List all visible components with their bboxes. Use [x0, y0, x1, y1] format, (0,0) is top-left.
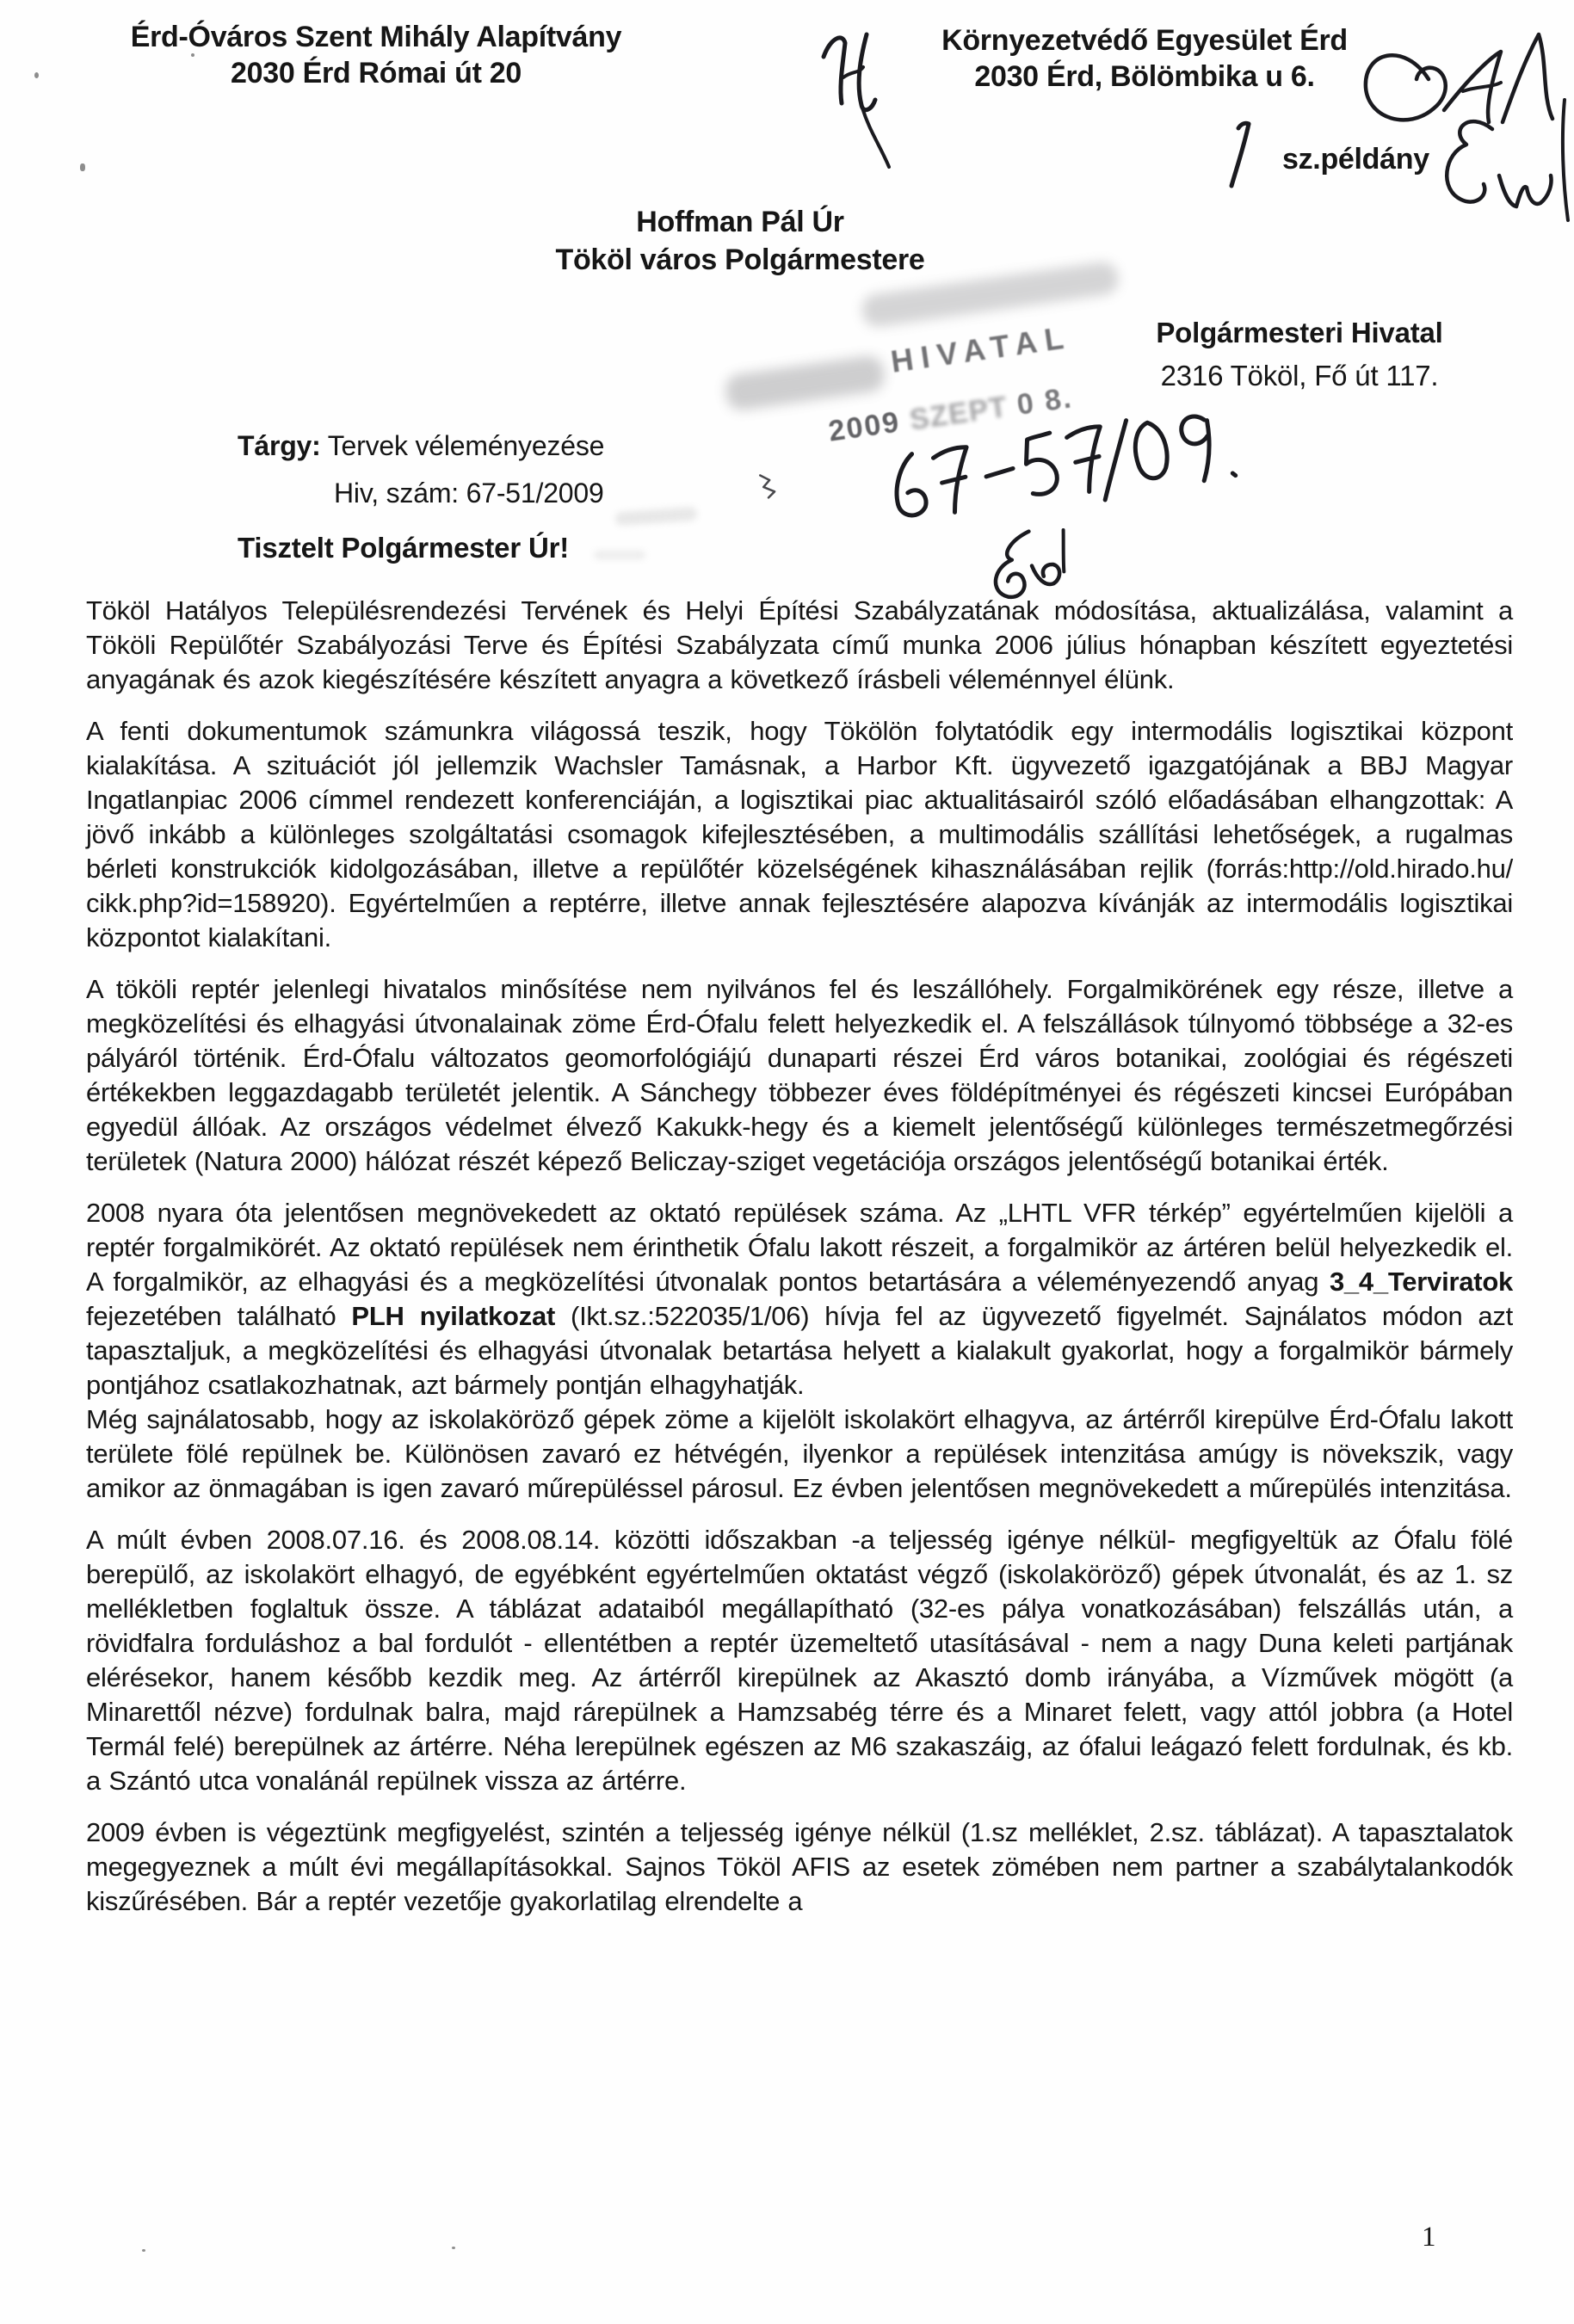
signature-handwriting-right: [1439, 93, 1574, 235]
paragraph-4-bold-chapter: 3_4_Terviratok: [1329, 1267, 1513, 1297]
recipient-title: Tököl város Polgármestere: [555, 243, 925, 276]
scan-speck: [142, 2249, 145, 2252]
sender-left-address: 2030 Érd Római út 20: [231, 57, 522, 89]
paragraph-3: A tököli reptér jelenlegi hivatalos minősítése nem nyilvános fel és leszállóhely. Forgalmikörének egy része, illetve a megközelítési és elhagyási útvonalainak zöme Érd-Ófalu felett helyezkedik el. A felszállások túlnyomó többsége a 32-es pályáról történik. Érd-Ófalu változatos geomorfológiájú dunaparti részei Érd város botanikai, zoológiai és régészeti értékekben leggazdagabb területét jelentik. A Sánchegy többezer éves földépítményei és régészeti kincsei Európában egyedül állóak. Az országos védelmet élvező Kakukk-hegy és a kiemelt jelentőségű különleges természetmegőrzési területek (Natura 2000) hálózat részét képező Beliczay-sziget vegetációja országos jelentőségű botanikai érték.: [86, 974, 1513, 1176]
stamp-scribble: [752, 465, 793, 505]
sender-right-name: Környezetvédő Egyesület Érd: [941, 24, 1348, 57]
scan-speck: [80, 163, 85, 171]
paragraph-1: Tököl Hatályos Településrendezési Tervének és Helyi Építési Szabályzatának módosítása, aktualizálása, valamint a Tököli Repülőtér Szabályozási Terve és Építési Szabályzata című munka 2006 július hónapban készített egyeztetési anyagának és azok kiegészítésére készített anyagra a következő írásbeli véleménnyel élünk.: [86, 595, 1513, 694]
stamp-smudge-left: [724, 354, 886, 411]
letter-body: [86, 594, 1513, 1936]
paragraph-2: A fenti dokumentumok számunkra világossá teszik, hogy Tökölön folytatódik egy intermodális logisztikai központ kialakítása. A szituációt jól jellemzik Wachsler Tamásnak, a Harbor Kft. ügyvezető igazgatójának a BBJ Magyar Ingatlanpiac 2006 címmel rendezett konferenciáján, a logisztikai piac aktualitásairól szóló előadásában elhangzottak: A jövő inkább a különleges szolgáltatási csomagok kifejlesztésében, a multimodális szállítási lehetőségek, a rugalmas bérleti konstrukciók kidolgozásában, illetve a repülőtér közelségének kihasználásában rejlik (forrás:http://old.hirado.hu/ cikk.php?id=158920). Egyértelműen a reptérre, illetve annak fejlesztésére alapozva kívánják az intermodális logisztikai központot kialakítani.: [86, 716, 1513, 952]
paragraph-4-text: (Ikt.sz.:522035/1/06) hívja fel az ügyvezető figyelmét. Sajnálatos módon azt tapasztaljuk, a megközelítési és elhagyási útvonalak betartása helyett a kialakult gyakorlat, hogy a forgalmikör bármely pontjához csatlakozhatnak, azt bármely pontján elhagyhatják.: [86, 1301, 1513, 1400]
stamp-office-text: HIVATAL: [888, 318, 1074, 379]
copy-number-handwriting: [1226, 119, 1261, 192]
sender-right-block: [929, 22, 1360, 95]
scan-speck: [452, 2247, 455, 2249]
scan-smudge: [594, 551, 645, 559]
paragraph-4-text: fejezetében található: [86, 1301, 352, 1331]
office-name: Polgármesteri Hivatal: [1156, 317, 1443, 348]
sender-right-address: 2030 Érd, Bölömbika u 6.: [974, 60, 1315, 93]
subject-value: Tervek véleményezése: [327, 430, 605, 461]
paragraph-7: 2009 évben is végeztünk megfigyelést, szintén a teljesség igénye nélkül (1.sz melléklet, 2.sz. táblázat). A tapasztalatok megegyeznek a múlt évi megállapításokkal. Sajnos Tököl AFIS az esetek zömében nem partner a szabálytalankodók kiszűrésében. Bár a reptér vezetője gyakorlatilag elrendelte a: [86, 1817, 1513, 1916]
paragraph-6: A múlt évben 2008.07.16. és 2008.08.14. közötti időszakban -a teljesség igénye nélkül- megfigyeltük az Ófalu fölé berepülő, az iskolakört elhagyó, de egyébként egyértelműen oktatást végző (iskolaköröző) gépek útvonalát, és az 1. sz mellékletben foglaltuk össze. A táblázat adataiból megállapítható (32-es pálya vonatkozásában) felszállás után, a rövidfalra forduláshoz a bal fordulót - ellentétben a reptér üzemeltető utasításával - nem a nagy Duna keleti partjának elérésekor, hanem később kezdik meg. Az ártérről kirepülnek az Akasztó domb irányába, a Vízművek mögött (a Minarettől nézve) fordulnak balra, majd rárepülnek a Hamzsabég térre és a Minaret felett, vagy attól jobbra (a Hotel Termál felé) berepülnek az ártérre. Néha lerepülnek egészen az M6 szakaszáig, az ófalui leágazó felett fordulnak, és kb. a Szántó utca vonalánál repülnek vissza az ártérre.: [86, 1525, 1513, 1796]
subject-block: [238, 430, 604, 509]
scan-speck: [34, 72, 39, 78]
scan-smudge: [615, 507, 698, 527]
stamp-date-day: 0 8.: [1015, 381, 1075, 422]
paragraph-4: [86, 1196, 1513, 1402]
sender-left-block: [101, 19, 651, 91]
copy-count-label: sz.példány: [1282, 143, 1429, 176]
stamp-date-month: SZEPT: [907, 390, 1010, 437]
office-address: 2316 Tököl, Fő út 117.: [1160, 360, 1439, 391]
paragraph-5: Még sajnálatosabb, hogy az iskolaköröző gépek zöme a kijelölt iskolakört elhagyva, az ártérről kirepülve Érd-Ófalu lakott területe fölé repülnek be. Különösen zavaró ez hétvégén, ilyenkor a repülések intenzitása amúgy is növekszik, vagy amikor az önmagában is igen zavaró műrepüléssel párosul. Ez évben jelentősen megnövekedett a műrepülés intenzitása.: [86, 1404, 1513, 1503]
salutation: Tisztelt Polgármester Úr!: [238, 532, 570, 564]
subject-ref: Hiv, szám: 67-51/2009: [334, 478, 604, 509]
recipient-name: Hoffman Pál Úr: [636, 206, 844, 238]
recipient-block: [482, 203, 998, 279]
sender-left-name: Érd-Óváros Szent Mihály Alapítvány: [130, 21, 622, 53]
paragraph-4-bold-statement: PLH nyilatkozat: [351, 1301, 556, 1331]
page-number: 1: [1422, 2222, 1436, 2253]
stamp-date-year: 2009: [826, 405, 903, 448]
subject-label: Tárgy:: [238, 430, 321, 461]
paragraph-4-text: 2008 nyara óta jelentősen megnövekedett az oktató repülések száma. Az „LHTL VFR térkép” egyértelműen kijelöli a reptér forgalmikörét. Az oktató repülések nem érinthetik Ófalu lakott részeit, a forgalmikör az ártéren belül helyezkedik el. A forgalmikör, az elhagyási és a megközelítési útvonalak pontos betartására a véleményezendő anyag: [86, 1198, 1513, 1297]
